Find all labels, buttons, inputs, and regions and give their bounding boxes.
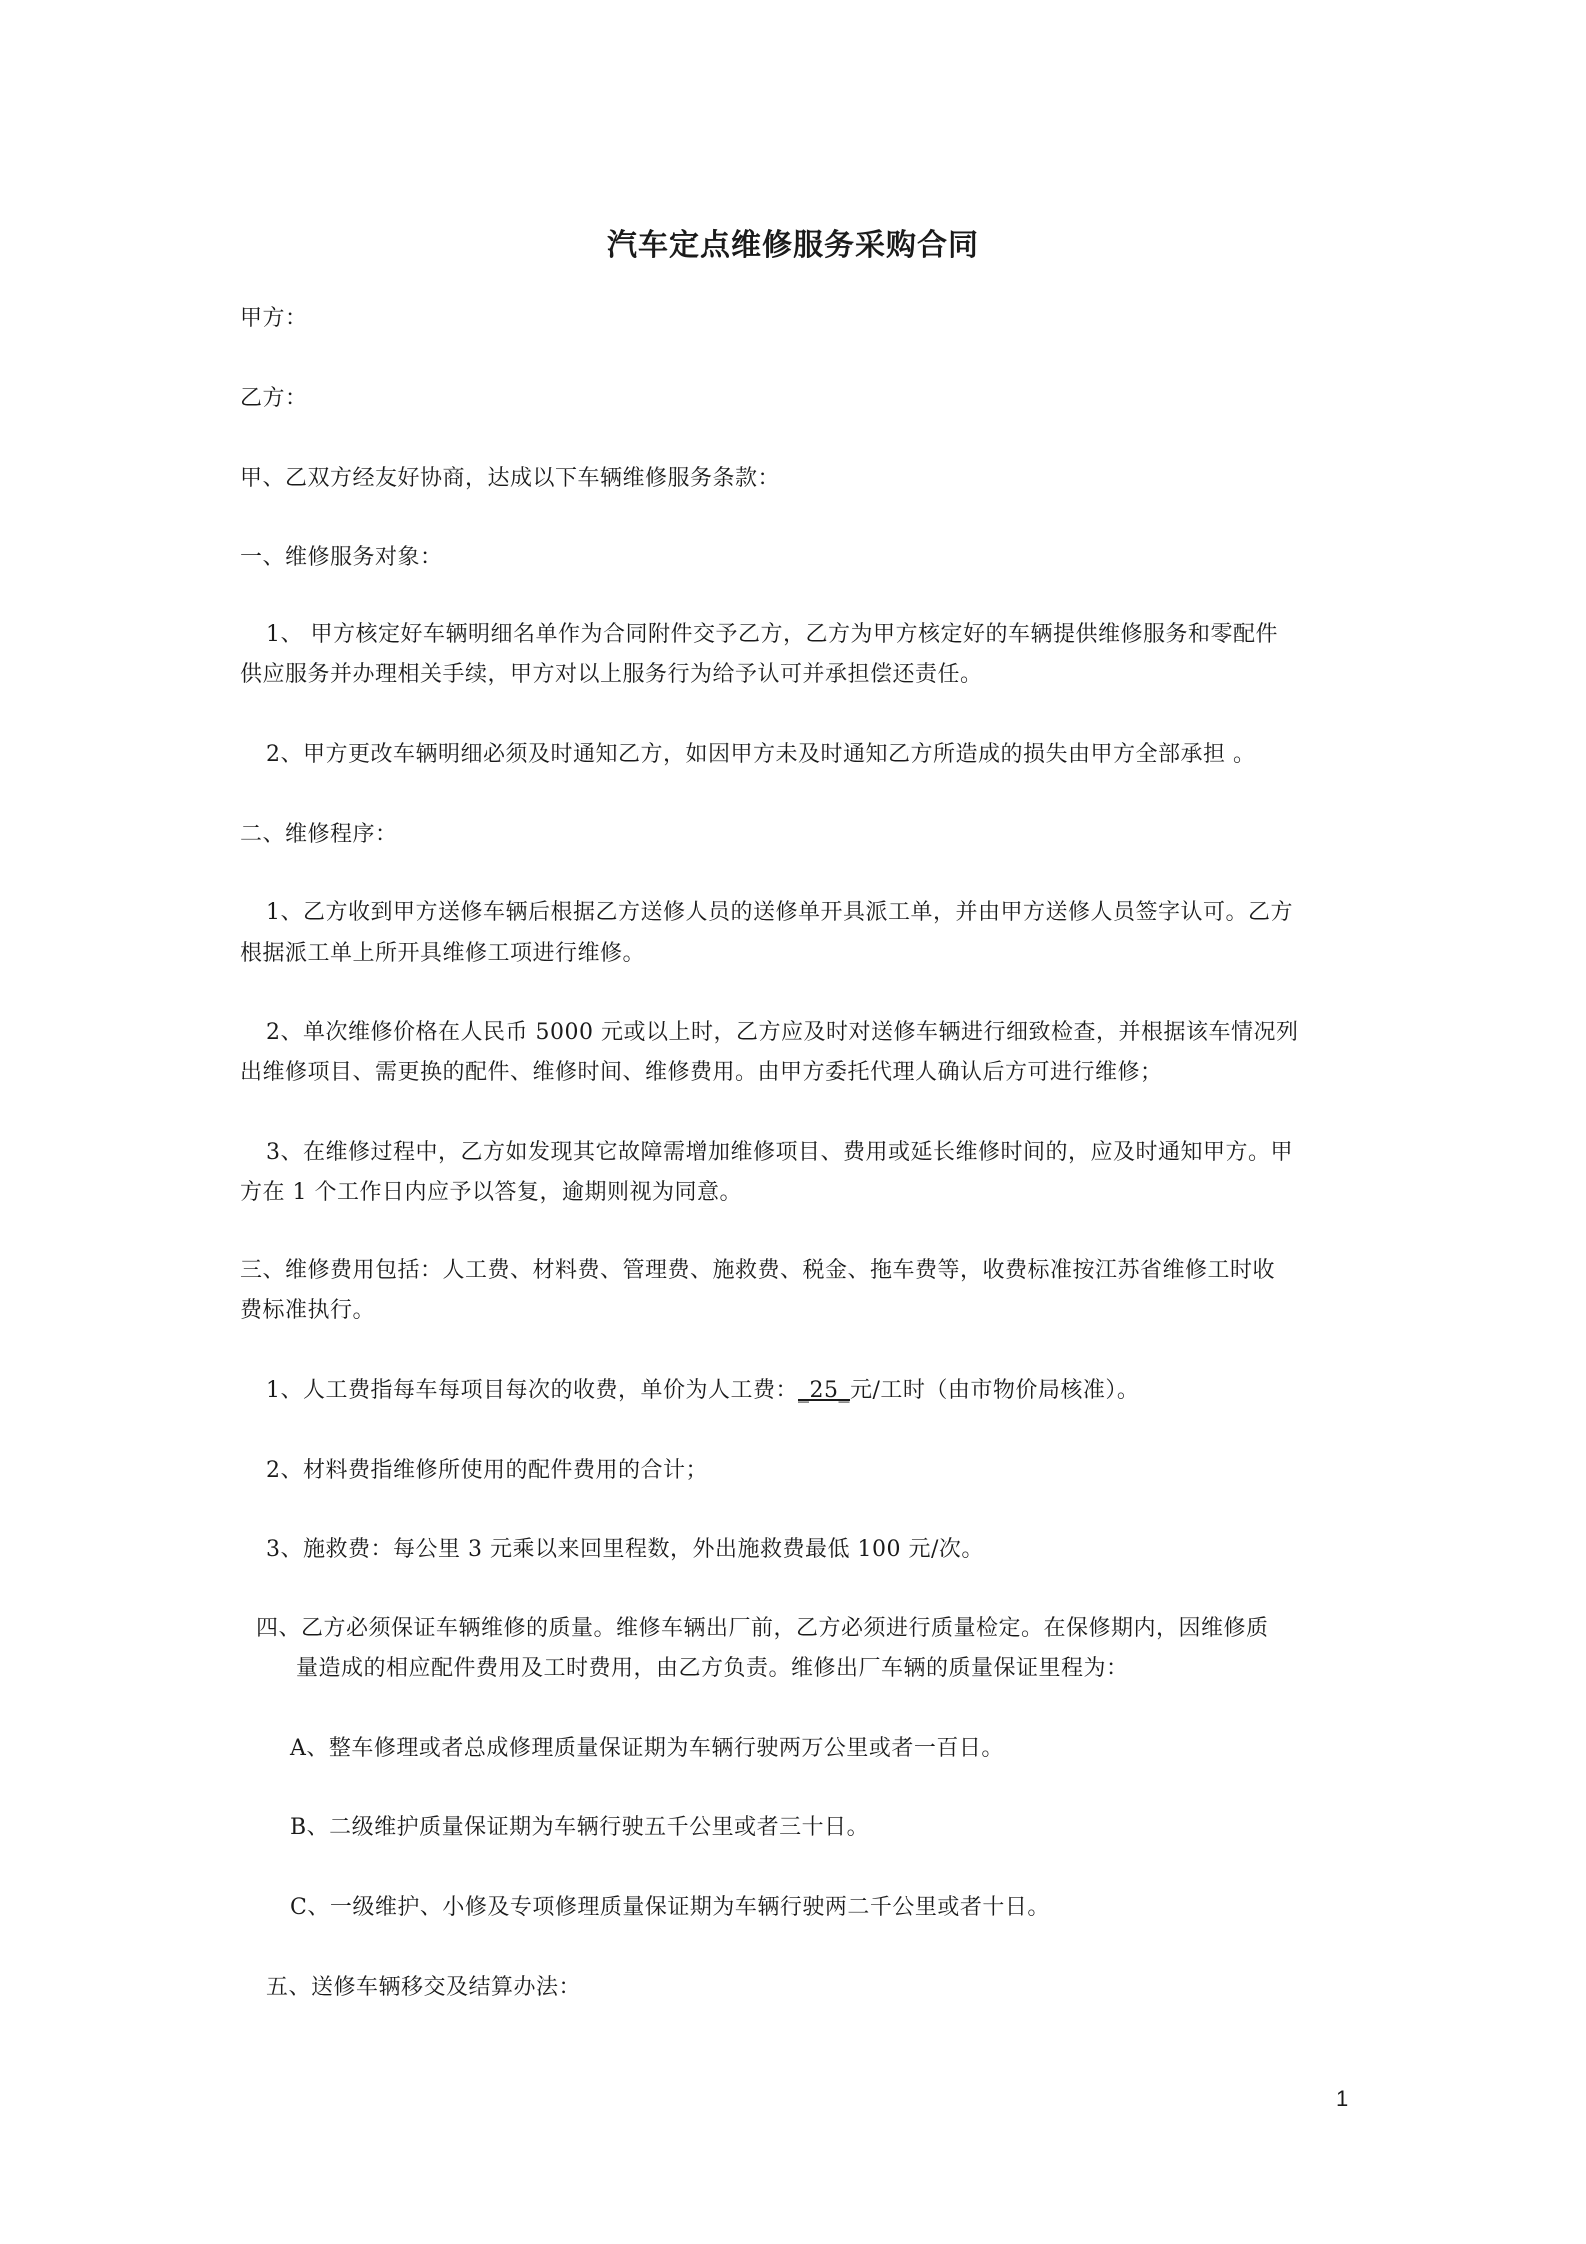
section-2-item-1-line-1: 1、乙方收到甲方送修车辆后根据乙方送修人员的送修单开具派工单，并由甲方送修人员签字认可。乙方 bbox=[266, 900, 1294, 925]
labor-fee-unit: 元/工时（由市物价局核准）。 bbox=[850, 1378, 1140, 1403]
section-2-item-3-line-1: 3、在维修过程中，乙方如发现其它故障需增加维修项目、费用或延长维修时间的，应及时通知甲方。甲 bbox=[266, 1140, 1294, 1165]
labor-fee-value: _25_ bbox=[798, 1378, 850, 1403]
party-a-label: 甲方： bbox=[240, 306, 308, 331]
labor-fee-text: 1、人工费指每车每项目每次的收费，单价为人工费： bbox=[266, 1378, 798, 1403]
section-3-heading-line-2: 费标准执行。 bbox=[240, 1298, 376, 1323]
section-3-heading-line-1: 三、维修费用包括：人工费、材料费、管理费、施救费、税金、拖车费等，收费标准按江苏省维修工时收 bbox=[240, 1258, 1276, 1283]
section-1-item-1-line-1: 1、 甲方核定好车辆明细名单作为合同附件交予乙方，乙方为甲方核定好的车辆提供维修服务和零配件 bbox=[266, 622, 1278, 647]
page-title: 汽车定点维修服务采购合同 bbox=[607, 228, 979, 263]
section-2-heading: 二、维修程序： bbox=[240, 822, 398, 847]
section-2-item-3-line-2: 方在 1 个工作日内应予以答复，逾期则视为同意。 bbox=[240, 1180, 742, 1205]
section-1-item-1-line-2: 供应服务并办理相关手续，甲方对以上服务行为给予认可并承担偿还责任。 bbox=[240, 662, 983, 687]
section-4-heading-line-2: 量造成的相应配件费用及工时费用，由乙方负责。维修出厂车辆的质量保证里程为： bbox=[296, 1656, 1129, 1681]
section-4-heading-line-1: 四、乙方必须保证车辆维修的质量。维修车辆出厂前，乙方必须进行质量检定。在保修期内，因维修质 bbox=[256, 1616, 1269, 1641]
page-number: 1 bbox=[1336, 2086, 1349, 2111]
intro-paragraph: 甲、乙双方经友好协商，达成以下车辆维修服务条款： bbox=[240, 466, 781, 491]
section-3-item-1 bbox=[266, 1376, 1139, 1406]
section-2-item-1-line-2: 根据派工单上所开具维修工项进行维修。 bbox=[240, 941, 646, 966]
section-4-item-b: B、二级维护质量保证期为车辆行驶五千公里或者三十日。 bbox=[290, 1815, 870, 1840]
section-3-item-2: 2、材料费指维修所使用的配件费用的合计； bbox=[266, 1458, 708, 1483]
section-4-item-a: A、整车修理或者总成修理质量保证期为车辆行驶两万公里或者一百日。 bbox=[290, 1736, 1004, 1761]
section-2-item-2-line-2: 出维修项目、需更换的配件、维修时间、维修费用。由甲方委托代理人确认后方可进行维修； bbox=[240, 1060, 1163, 1085]
section-3-item-3: 3、施救费：每公里 3 元乘以来回里程数，外出施救费最低 100 元/次。 bbox=[266, 1537, 984, 1562]
section-5-heading: 五、送修车辆移交及结算办法： bbox=[266, 1975, 582, 2000]
section-4-item-c: C、一级维护、小修及专项修理质量保证期为车辆行驶两二千公里或者十日。 bbox=[290, 1895, 1050, 1920]
party-b-label: 乙方： bbox=[240, 386, 308, 411]
section-1-item-2: 2、甲方更改车辆明细必须及时通知乙方，如因甲方未及时通知乙方所造成的损失由甲方全部承担 。 bbox=[266, 742, 1256, 767]
section-1-heading: 一、维修服务对象： bbox=[240, 545, 443, 570]
section-2-item-2-line-1: 2、单次维修价格在人民币 5000 元或以上时，乙方应及时对送修车辆进行细致检查，并根据该车情况列 bbox=[266, 1020, 1299, 1045]
